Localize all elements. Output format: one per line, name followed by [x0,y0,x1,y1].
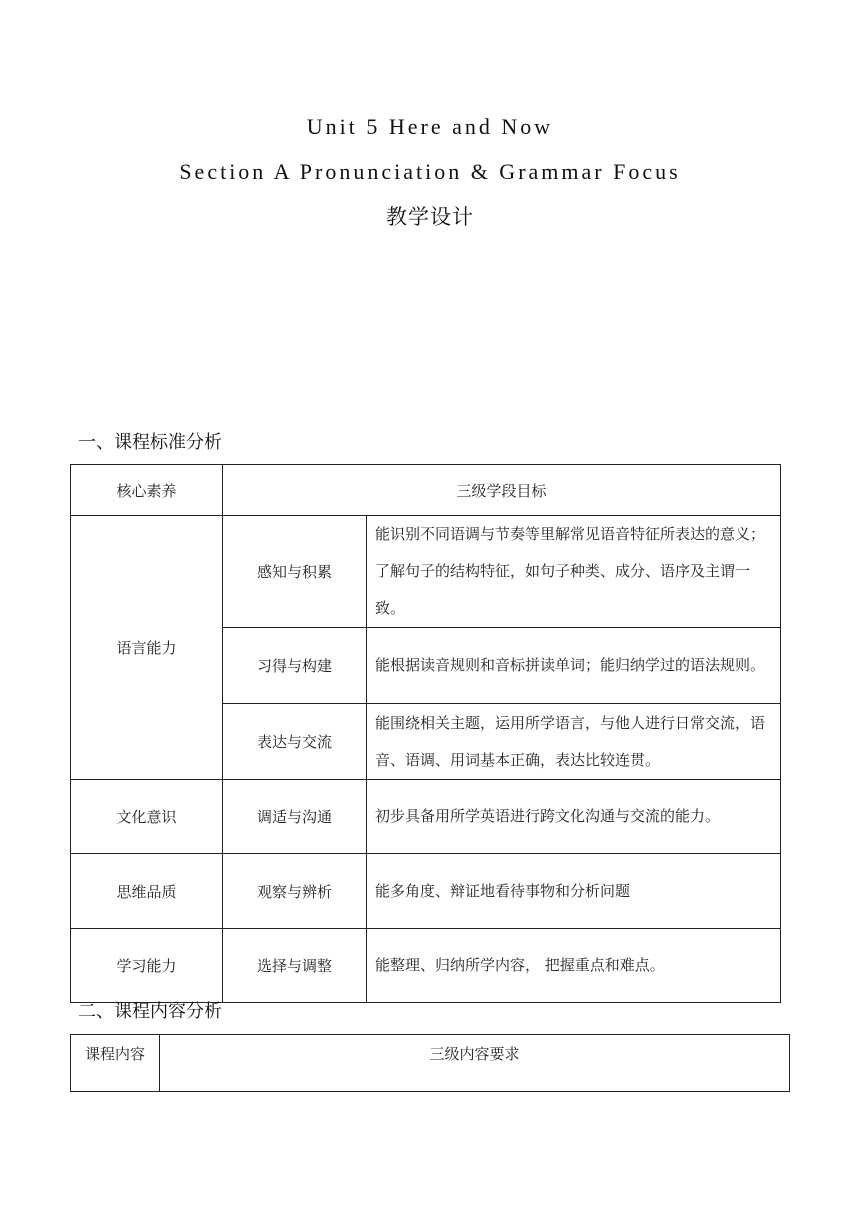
table-row [71,516,781,628]
section-heading-standards: 一、课程标准分析 [78,432,222,453]
content-table [70,1034,790,1092]
category-thinking: 思维品质 [71,854,223,929]
goal-description: 能根据读音规则和音标拼读单词；能归纳学过的语法规则。 [367,628,781,704]
subskill-cell: 选择与调整 [223,929,367,1003]
table-header-row [71,465,781,516]
table-header-row [71,1035,790,1092]
table-row [71,929,781,1003]
goal-description: 能多角度、辩证地看待事物和分析问题 [367,854,781,929]
goal-description: 能识别不同语调与节奏等里解常见语音特征所表达的意义；了解句子的结构特征，如句子种类、成分、语序及主谓一致。 [367,516,781,628]
goal-description: 初步具备用所学英语进行跨文化沟通与交流的能力。 [367,780,781,854]
header-core-literacy: 核心素养 [71,465,223,516]
document-title-unit: Unit 5 Here and Now [306,114,554,139]
document-title-section: Section A Pronunciation & Grammar Focus [179,159,681,184]
category-language: 语言能力 [71,516,223,780]
section-heading-content: 二、课程内容分析 [78,1001,222,1022]
header-stage-goal: 三级学段目标 [223,465,781,516]
goal-description: 能整理、归纳所学内容， 把握重点和难点。 [367,929,781,1003]
header-content-requirement: 三级内容要求 [160,1035,790,1092]
category-learning: 学习能力 [71,929,223,1003]
header-course-content: 课程内容 [71,1035,160,1092]
subskill-cell: 调适与沟通 [223,780,367,854]
table-row [71,854,781,929]
subskill-cell: 表达与交流 [223,704,367,780]
document-title-design: 教学设计 [386,205,474,229]
subskill-cell: 习得与构建 [223,628,367,704]
goal-description: 能围绕相关主题，运用所学语言，与他人进行日常交流，语音、语调、用词基本正确，表达比较连贯。 [367,704,781,780]
table-row [71,780,781,854]
standards-table [70,464,781,1003]
subskill-cell: 感知与积累 [223,516,367,628]
subskill-cell: 观察与辨析 [223,854,367,929]
category-culture: 文化意识 [71,780,223,854]
